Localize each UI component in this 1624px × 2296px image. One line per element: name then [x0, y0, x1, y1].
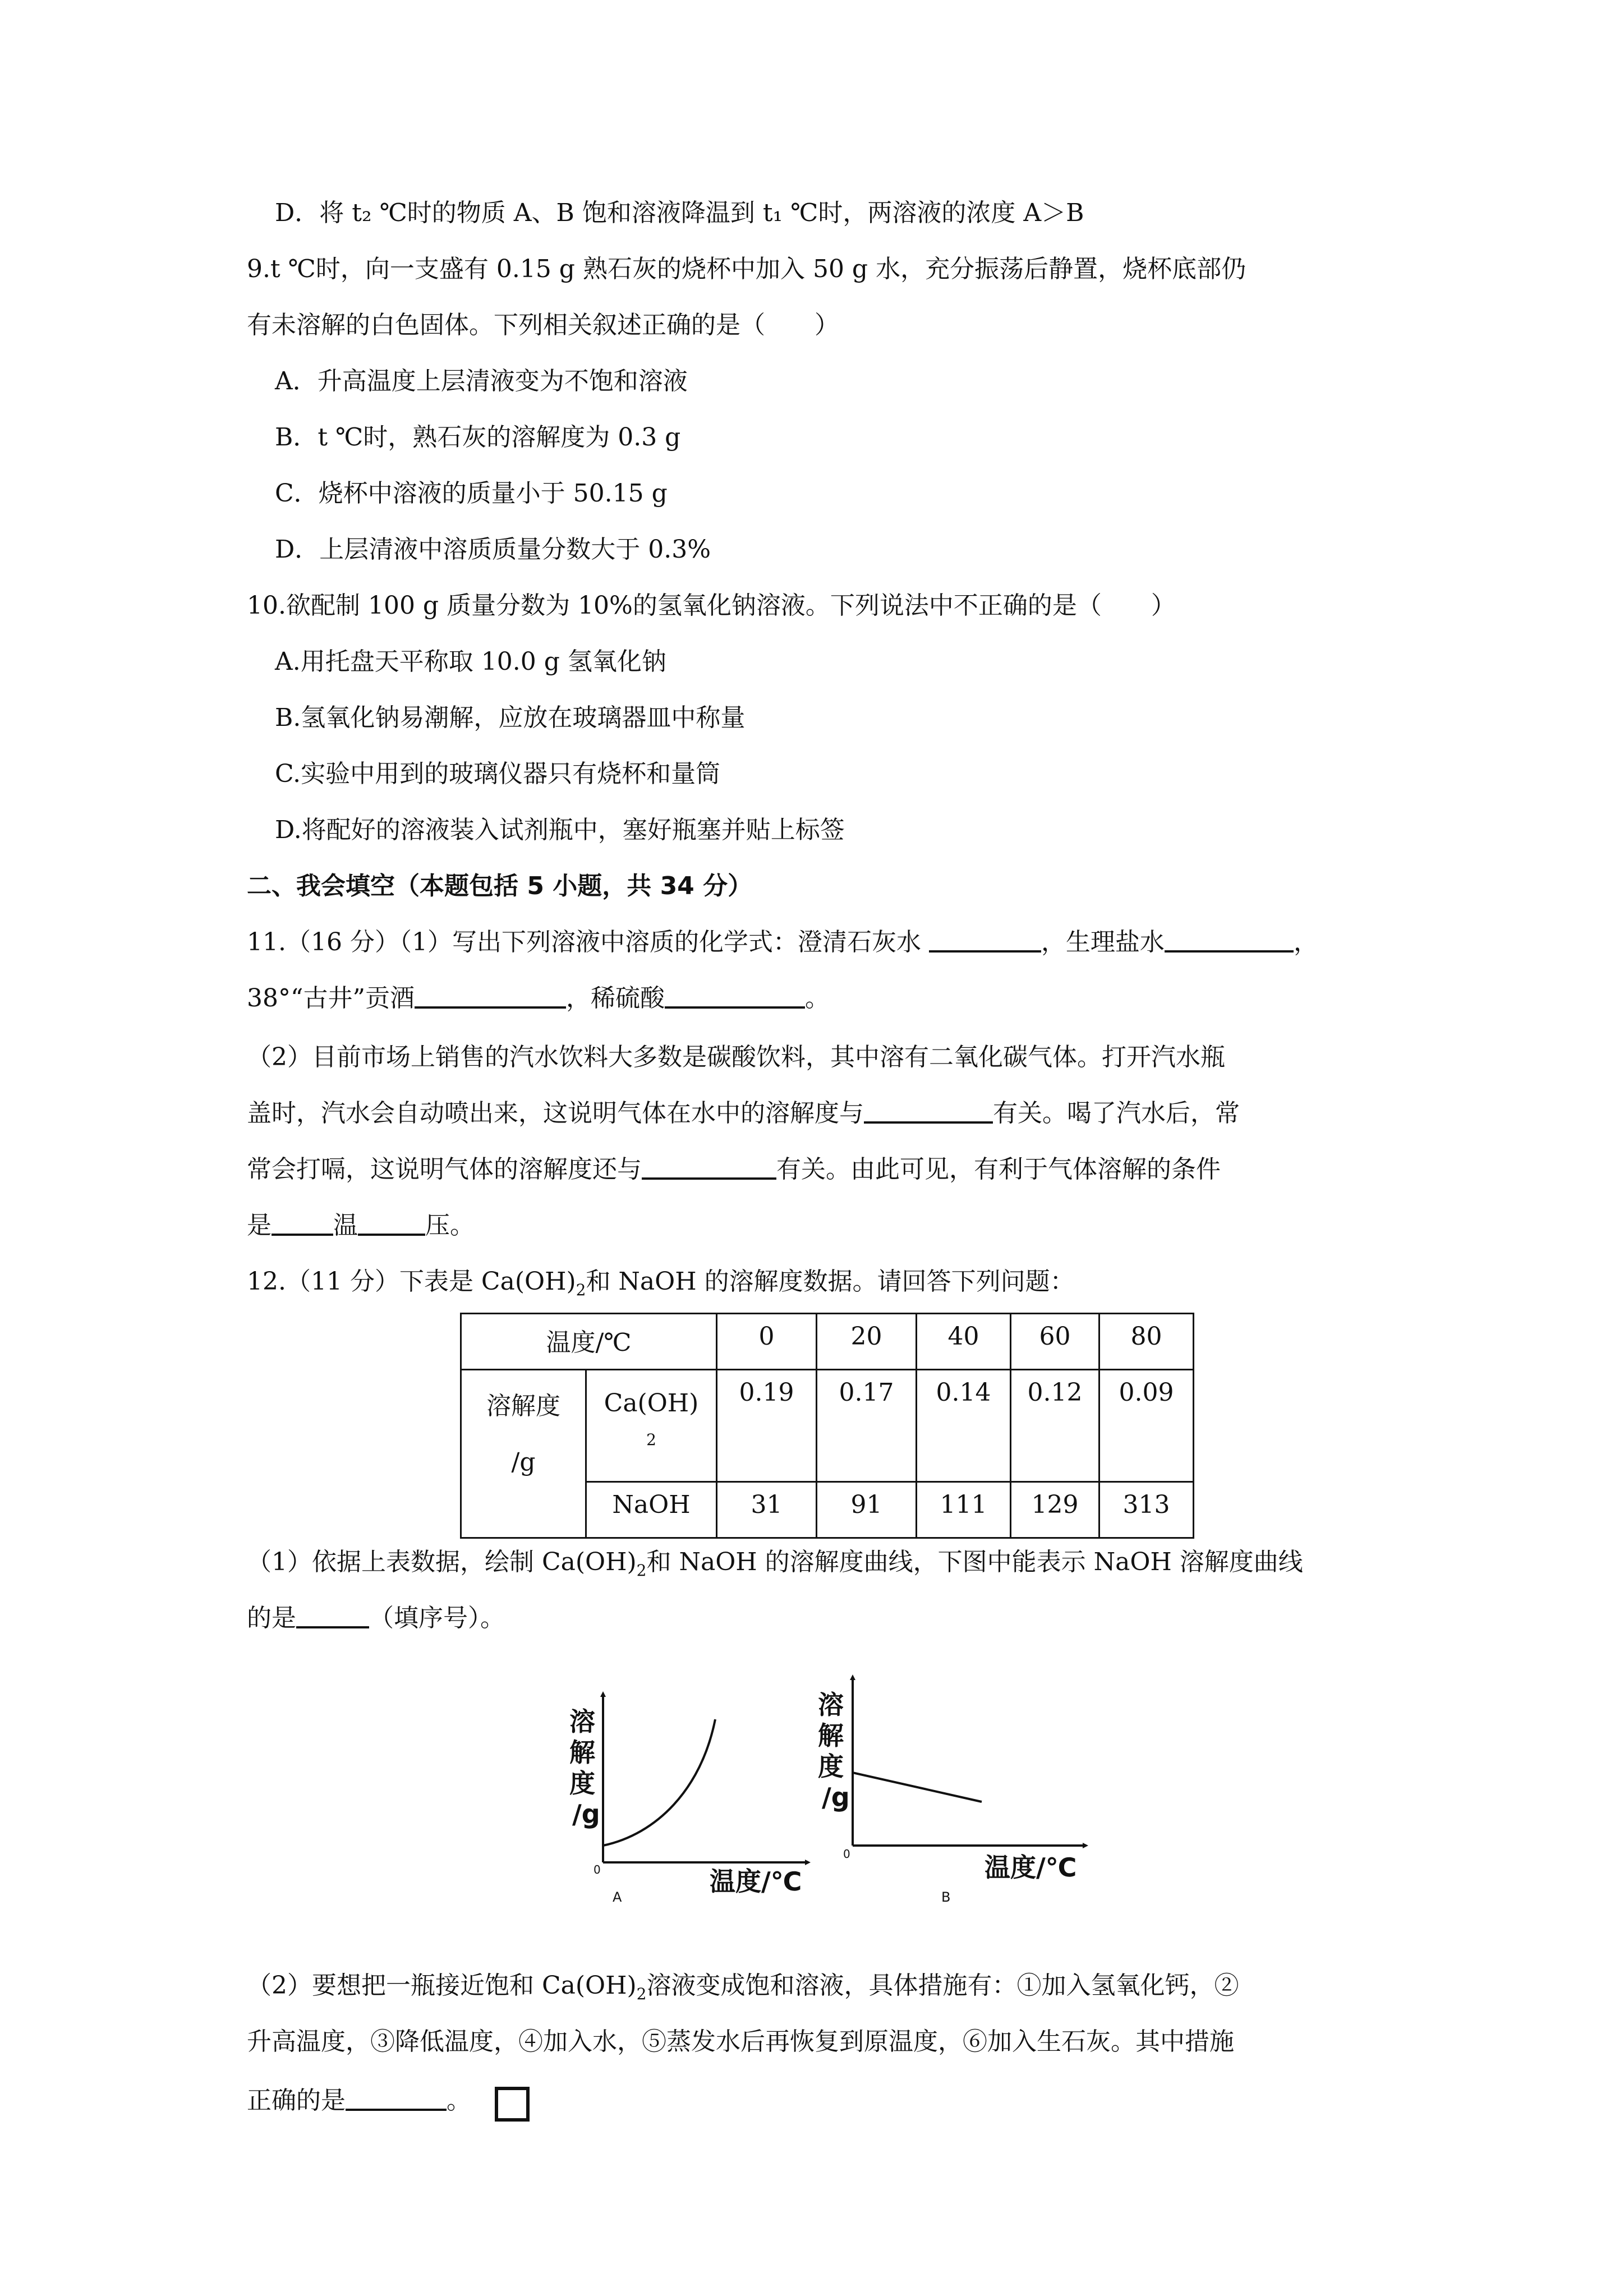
q12-text: （填序号）。 [369, 1604, 505, 1632]
q11-text: 38°“古井”贡酒 [247, 984, 415, 1013]
table-temp-cell: 40 [917, 1314, 1011, 1370]
caoh-formula: Ca(OH) [604, 1389, 699, 1418]
table-row-label [461, 1370, 586, 1538]
graph-b-y-label: 度 [818, 1751, 844, 1782]
table-caoh-cell: 0.09 [1099, 1370, 1194, 1482]
q11-text: 11.（16 分）（1）写出下列溶液中溶质的化学式：澄清石灰水 [247, 928, 929, 956]
subscript: 2 [576, 1280, 586, 1299]
table-temp-cell: 20 [817, 1314, 917, 1370]
q11-text: 常会打嗝，这说明气体的溶解度还与 [247, 1155, 642, 1184]
blank-limewater[interactable] [929, 926, 1041, 953]
graph-a-origin: 0 [594, 1863, 601, 1876]
blank-naoh-curve[interactable] [296, 1602, 369, 1628]
graph-a-caption: A [613, 1889, 622, 1905]
q10-option-b: B.氢氧化钠易潮解，应放在玻璃器皿中称量 [275, 703, 746, 732]
q11-part2-line2 [247, 1097, 1240, 1130]
q12-text: （2）要想把一瓶接近饱和 Ca(OH) [247, 1971, 637, 2000]
q11-text: ， [1293, 928, 1318, 956]
table-naoh-cell: 31 [717, 1482, 817, 1538]
graph-a-y-label: 解 [569, 1737, 595, 1768]
table-naoh-cell: 313 [1099, 1482, 1194, 1538]
q9-option-d: D．上层清液中溶质质量分数大于 0.3% [275, 535, 711, 564]
graph-b [818, 1677, 1085, 1905]
table-caoh-label [586, 1370, 717, 1482]
q12-text: 溶液变成饱和溶液，具体措施有：①加入氢氧化钙，② [646, 1971, 1239, 2000]
table-temp-cell: 80 [1099, 1314, 1194, 1370]
graph-a-y-label: /g [572, 1799, 600, 1829]
graph-a-x-label: 温度/℃ [710, 1866, 802, 1897]
graph-b-y-label: /g [822, 1782, 850, 1812]
graph-b-origin: 0 [843, 1847, 850, 1861]
subscript: 2 [636, 1561, 647, 1580]
graph-b-curve [853, 1773, 982, 1802]
q12-text: 和 NaOH 的溶解度曲线，下图中能表示 NaOH 溶解度曲线 [646, 1548, 1303, 1576]
q11-part2-line4 [247, 1209, 475, 1243]
q12-part2-line1 [247, 1969, 1239, 2011]
q12-stem [247, 1265, 1075, 1307]
q12-text: 的是 [247, 1604, 296, 1632]
q11-text: 。 [804, 984, 830, 1013]
q12-text: 正确的是 [247, 2086, 346, 2115]
q11-part2-line1: （2）目前市场上销售的汽水饮料大多数是碳酸饮料，其中溶有二氧化碳气体。打开汽水瓶 [247, 1043, 1225, 1071]
q11-text: ，稀硫酸 [565, 984, 665, 1013]
q10-option-d: D.将配好的溶液装入试剂瓶中，塞好瓶塞并贴上标签 [275, 816, 845, 844]
blank-liquor[interactable] [415, 982, 566, 1009]
table-temp-cell: 0 [717, 1314, 817, 1370]
section-2-heading: 二、我会填空（本题包括 5 小题，共 34 分） [247, 872, 753, 900]
q12-part2-line2: 升高温度，③降低温度，④加入水，⑤蒸发水后再恢复到原温度，⑥加入生石灰。其中措施 [247, 2027, 1234, 2056]
table-naoh-cell: 111 [917, 1482, 1011, 1538]
blank-low-high-pressure[interactable] [358, 1209, 425, 1236]
q9-stem-line1: 9.t ℃时，向一支盛有 0.15 g 熟石灰的烧杯中加入 50 g 水，充分振荡后静置，烧杯底部仍 [247, 255, 1246, 283]
blank-temperature[interactable] [642, 1153, 776, 1180]
q12-text: 。 [447, 2086, 471, 2115]
blank-pressure[interactable] [864, 1097, 993, 1124]
table-caoh-cell: 0.17 [817, 1370, 917, 1482]
graph-b-x-label: 温度/℃ [984, 1852, 1077, 1883]
blank-saline[interactable] [1165, 926, 1294, 953]
q12-text: （1）依据上表数据，绘制 Ca(OH) [247, 1548, 637, 1576]
q11-part2-line3 [247, 1153, 1221, 1186]
q10-stem: 10.欲配制 100 g 质量分数为 10%的氢氧化钠溶液。下列说法中不正确的是（ ） [247, 591, 1176, 620]
solubility-table [460, 1313, 1194, 1539]
table-naoh-cell: 129 [1011, 1482, 1099, 1538]
q12-text: 和 NaOH 的溶解度数据。请回答下列问题： [586, 1267, 1075, 1296]
q8-option-d: D．将 t₂ ℃时的物质 A、B 饱和溶液降温到 t₁ ℃时，两溶液的浓度 A＞B [275, 199, 1084, 227]
table-naoh-cell: 91 [817, 1482, 917, 1538]
table-caoh-cell: 0.14 [917, 1370, 1011, 1482]
graph-a [569, 1694, 808, 1905]
row-label-line: 溶解度 [486, 1392, 560, 1420]
q10-option-c: C.实验中用到的玻璃仪器只有烧杯和量筒 [275, 760, 721, 788]
table-caoh-cell: 0.12 [1011, 1370, 1099, 1482]
table-caoh-cell: 0.19 [717, 1370, 817, 1482]
subscript: 2 [636, 1984, 647, 2003]
q11-text: 盖时，汽水会自动喷出来，这说明气体在水中的溶解度与 [247, 1099, 864, 1128]
q9-option-a: A．升高温度上层清液变为不饱和溶液 [275, 367, 688, 395]
q11-line2 [247, 982, 830, 1015]
blank-correct-measures[interactable] [346, 2084, 447, 2111]
table-header-temp: 温度/℃ [461, 1314, 717, 1370]
caoh-subscript: 2 [646, 1430, 656, 1449]
blank-low-high-temp[interactable] [272, 1209, 333, 1236]
q12-part1-line2 [247, 1602, 505, 1635]
q12-part2-line3 [247, 2084, 471, 2118]
q9-option-b: B．t ℃时，熟石灰的溶解度为 0.3 g [275, 423, 681, 452]
table-naoh-label: NaOH [586, 1482, 717, 1538]
q11-line1 [247, 926, 1318, 959]
graph-a-y-label: 度 [569, 1768, 595, 1798]
q9-stem-line2: 有未溶解的白色固体。下列相关叙述正确的是（ ） [247, 311, 839, 339]
graph-b-y-label: 溶 [818, 1690, 844, 1720]
blank-sulfuric-acid[interactable] [665, 982, 805, 1009]
q11-text: 有关。由此可见，有利于气体溶解的条件 [776, 1155, 1221, 1184]
q11-text: 温 [333, 1211, 358, 1240]
graph-a-y-label: 溶 [569, 1706, 595, 1737]
q11-text: ，生理盐水 [1041, 928, 1165, 956]
graph-b-y-label: 解 [818, 1720, 844, 1751]
answer-checkbox[interactable] [495, 2087, 530, 2122]
q9-option-c: C．烧杯中溶液的质量小于 50.15 g [275, 479, 668, 508]
solubility-curve-sketches [539, 1672, 1099, 1930]
q11-text: 是 [247, 1211, 272, 1240]
q11-text: 有关。喝了汽水后，常 [993, 1099, 1240, 1128]
table-temp-cell: 60 [1011, 1314, 1099, 1370]
graph-a-curve [603, 1719, 715, 1846]
row-label-line: /g [511, 1448, 536, 1476]
q11-text: 压。 [425, 1211, 475, 1240]
graph-b-caption: B [941, 1889, 951, 1905]
q10-option-a: A.用托盘天平称取 10.0 g 氢氧化钠 [275, 647, 666, 676]
q12-text: 12.（11 分）下表是 Ca(OH) [247, 1267, 576, 1296]
q12-part1-line1 [247, 1545, 1303, 1588]
